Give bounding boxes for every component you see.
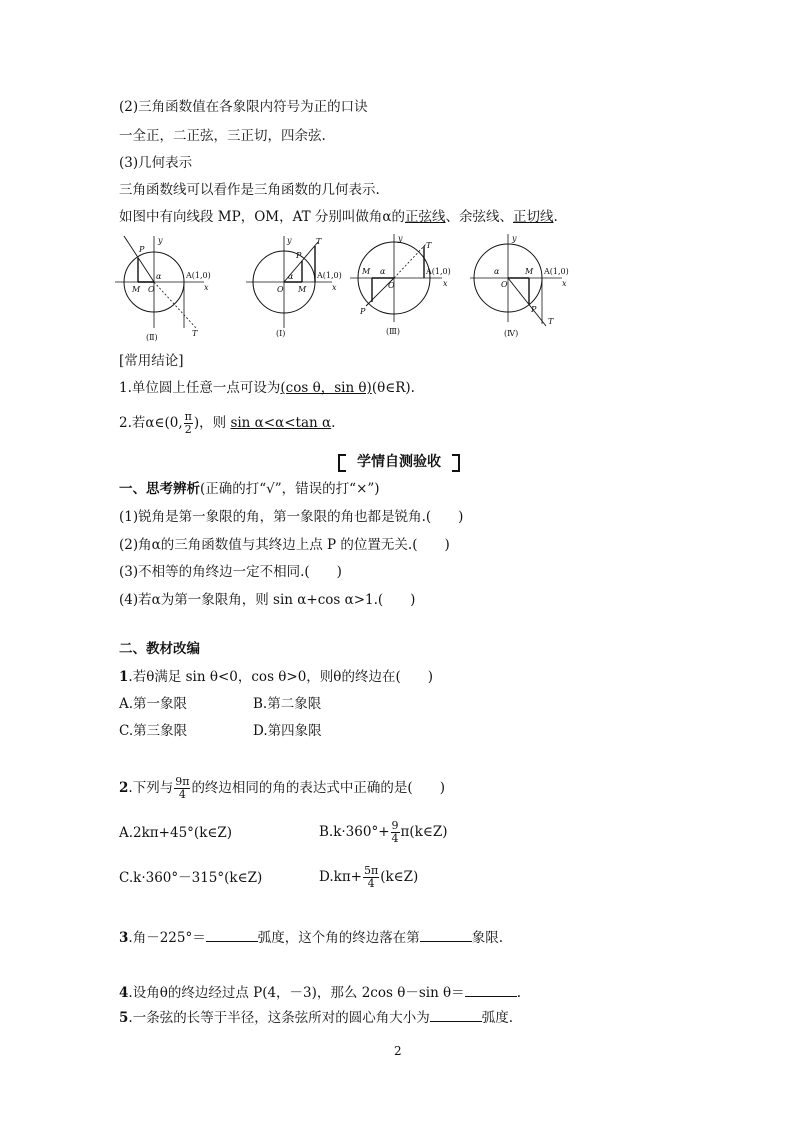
conclusion-2-pre: 2.若α∈(0, [119,415,183,431]
part1-heading-note: (正确的打“√”，错误的打“×”) [200,481,380,497]
q5-post: 弧度. [481,1010,513,1026]
q2-option-b-num: 9 [391,819,399,832]
fraction-numerator: π [184,410,192,423]
q2-option-c: C.k·360°－315°(k∈Z) [119,870,263,886]
part1-item-4: (4)若α为第一象限角，则 sin α+cos α>1.( ) [119,592,416,608]
fig2-label-m: M [132,285,141,294]
tangent-line-term: 正切线 [513,209,554,225]
q3 [119,929,503,947]
fig3-label-a: A(1,0) [426,267,451,276]
q4 [119,984,521,1002]
fig1-label-x: x [332,283,337,292]
fig2-label-t: T [192,329,198,338]
q2-option-d-den: 4 [367,877,375,890]
section-title: 学情自测验收 [338,452,460,472]
fig2-label-o: O [148,285,155,294]
intro-line-5 [119,208,558,226]
fig4-label-o: O [501,280,508,289]
fraction-pi-over-2 [184,411,193,436]
q2-option-d-fraction [363,865,379,890]
fig3-caption: (Ⅲ) [386,327,400,336]
figure-quadrant-4 [470,234,569,338]
fig2-label-y: y [158,236,163,245]
conclusions-heading: [常用结论] [119,353,184,369]
q2-option-d-post: (k∈Z) [380,869,419,885]
intro-line-5-end: . [553,209,558,225]
fraction-denominator: 2 [184,423,192,436]
fig2-label-x: x [204,283,209,292]
q1-number: 1 [119,669,129,685]
q1-stem-text: .若θ满足 sin θ<0，cos θ>0，则θ的终边在( ) [128,669,433,685]
q1-option-d: D.第四象限 [253,723,322,739]
fig2-caption: (Ⅱ) [146,333,158,342]
conclusion-1-point: (cos θ，sin θ) [280,380,372,396]
trig-line-figures [110,228,590,346]
q1-option-c: C.第三象限 [119,723,188,739]
fig1-label-y: y [287,236,292,245]
intro-line-1: (2)三角函数值在各象限内符号为正的口诀 [119,99,368,115]
fig3-label-o: O [388,281,395,290]
q1-option-b: B.第二象限 [253,696,322,712]
q2-fraction [174,776,190,801]
part1-heading-title: 一、思考辨析 [119,481,200,497]
q5-blank[interactable] [430,1009,482,1022]
fig4-label-p: P [531,305,537,314]
part2-heading: 二、教材改编 [119,641,200,657]
fig4-label-t: T [548,317,554,326]
q5 [119,1009,513,1027]
q2-stem-pre: .下列与 [128,780,174,796]
intro-line-5-pre: 如图中有向线段 MP，OM，AT 分别叫做角α的 [119,209,406,225]
sine-line-term: 正弦线 [405,209,446,225]
q2-option-b-pre: B.k·360°+ [319,824,390,840]
q4-number: 4 [119,985,129,1001]
part1-heading [119,480,380,498]
fig1-caption: (Ⅰ) [276,329,286,338]
fig2-label-a: A(1,0) [186,271,211,280]
q2-option-d [319,860,418,894]
q3-mid: 弧度，这个角的终边落在第 [257,930,420,946]
q2-option-b-fraction [391,820,400,845]
q2-option-b [319,815,447,849]
q3-post: 象限. [471,930,504,946]
q2-option-a: A.2kπ+45°(k∈Z) [119,825,233,841]
q4-blank[interactable] [465,984,517,997]
conclusion-2 [119,408,335,438]
intro-line-3: (3)几何表示 [119,155,193,171]
q2-option-d-num: 5π [364,864,379,877]
q5-pre: .一条弦的长等于半径，这条弦所对的圆心角大小为 [128,1010,430,1026]
conclusion-1-pre: 1.单位圆上任意一点可设为 [119,380,281,396]
fig3-label-p: P [360,307,366,316]
fig1-label-m: M [298,285,307,294]
fig2-label-alpha: α [156,272,162,281]
conclusion-1 [119,379,415,397]
q5-number: 5 [119,1010,129,1026]
figure-quadrant-3 [350,234,451,336]
figure-quadrant-1 [246,236,342,338]
q2-fraction-num: 9π [175,775,190,788]
fig3-label-t: T [426,241,432,250]
fig3-label-x: x [443,279,448,288]
fig3-label-m: M [362,267,371,276]
conclusion-2-post: . [331,415,336,431]
q3-blank-radians[interactable] [206,929,258,942]
part1-item-2: (2)角α的三角函数值与其终边上点 P 的位置无关.( ) [119,537,450,553]
fig1-label-a: A(1,0) [317,271,342,280]
figure-quadrant-2 [115,236,211,342]
fig1-label-o: O [277,285,284,294]
q2-stem-post: 的终边相同的角的表达式中正确的是( ) [191,780,445,796]
part1-item-1: (1)锐角是第一象限的角，第一象限的角也都是锐角.( ) [119,509,464,525]
q2-option-d-pre: D.kπ+ [319,869,362,885]
q3-pre: .角－225°＝ [128,930,206,946]
fig4-label-y: y [512,234,517,243]
q4-pre: .设角θ的终边经过点 P(4，－3)，那么 2cos θ－sin θ＝ [128,985,465,1001]
q1-stem [119,668,433,686]
q1-option-a: A.第一象限 [119,696,188,712]
fig1-label-p: P [296,251,302,260]
intro-line-4: 三角函数线可以看作是三角函数的几何表示. [119,182,380,198]
q3-number: 3 [119,930,129,946]
part1-item-3: (3)不相等的角终边一定不相同.( ) [119,564,342,580]
fig4-label-a: A(1,0) [544,267,569,276]
fig2-label-p: P [139,245,145,254]
q4-post: . [516,985,521,1001]
fig4-label-alpha: α [494,267,500,276]
fig4-label-x: x [562,279,567,288]
fig4-label-m: M [525,267,534,276]
q2-option-b-den: 4 [391,832,399,845]
q2-fraction-den: 4 [178,788,186,801]
q2-number: 2 [119,780,129,796]
fig3-label-y: y [398,234,403,243]
q3-blank-quadrant[interactable] [420,929,472,942]
fig1-label-alpha: α [288,272,294,281]
fig1-label-t: T [316,237,322,246]
fig3-label-alpha: α [380,267,386,276]
fig4-caption: (Ⅳ) [504,329,519,338]
intro-line-2: 一全正，二正弦，三正切，四余弦. [119,128,326,144]
conclusion-1-post: (θ∈R). [371,380,415,396]
intro-line-5-mid: 、余弦线、 [445,209,514,225]
conclusion-2-inequality: sin α<α<tan α [230,415,332,431]
page-number: 2 [394,1044,402,1058]
q2-stem [119,771,445,805]
q2-option-b-post: π(k∈Z) [400,824,448,840]
conclusion-2-mid: )，则 [193,415,231,431]
